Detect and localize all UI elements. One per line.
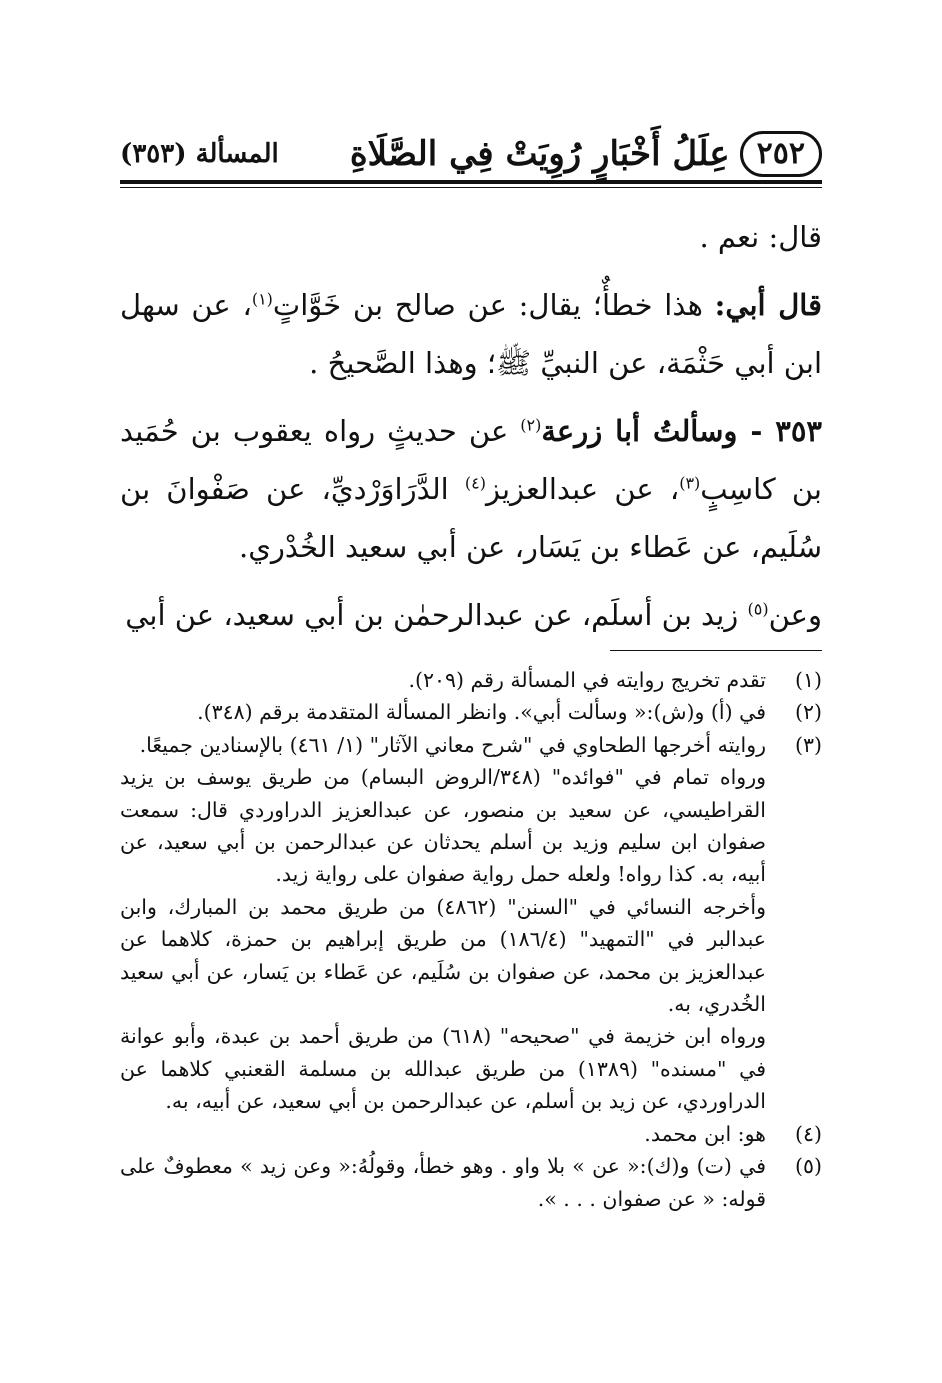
footnote-ref-2: (٢)	[520, 415, 542, 435]
footnote-3	[120, 729, 822, 1118]
header-rule-thick	[120, 180, 822, 184]
footnote-text: تقدم تخريج روايته في المسألة رقم (٢٠٩).	[408, 668, 766, 692]
footnote-text: في (أ) و(ش):« وسألت أبي». وانظر المسألة المتقدمة برقم (٣٤٨).	[197, 700, 766, 725]
footnote-number: (١)	[794, 668, 822, 692]
footnote-separator	[610, 650, 822, 651]
paragraph-1-text: قال: نعم .	[699, 220, 822, 254]
footnote-1	[120, 664, 822, 696]
footnote-number: (٥)	[794, 1154, 822, 1179]
book-title: عِلَلُ أَخْبَارٍ رُوِيَتْ فِي الصَّلَاةِ	[349, 134, 730, 174]
footnote-number: (٣)	[794, 732, 822, 757]
footnote-body	[120, 696, 766, 728]
footnote-text: ورواه تمام في "فوائده" (٣٤٨/الروض البسام) من طريق يوسف بن يزيد القراطيسي، عن سعيد بن منصور، عن عبدالعزيز الدراوردي قال: سمعت صفوان ابن سليم وزيد بن أسلم يحدثان عن عبدالرحمن بن أبي سعيد، عن أبيه، به. كذا رواه! ولعله حمل رواية صفوان على رواية زيد.	[120, 765, 767, 887]
footnote-body	[120, 664, 766, 696]
paragraph-2-text-b: ، عن سهل ابن أبي حَثْمَة، عن النبيِّ ﷺ؛ وهذا الصَّحيحُ .	[120, 288, 822, 380]
footnote-2	[120, 696, 822, 728]
paragraph-3-text-c: الدَّرَاوَرْديِّ، عن صَفْوانَ بن سُلَيم، عن عَطاء بن يَسَار، عن أبي سعيد الخُدْري.	[120, 472, 822, 564]
footnote-5	[120, 1150, 822, 1215]
footnote-body	[120, 1118, 766, 1150]
paragraph-2-lead: قال أبي:	[714, 288, 822, 322]
paragraph-2	[120, 276, 822, 392]
footnote-number: (٢)	[794, 700, 822, 725]
footnote-text: وأخرجه النسائي في "السنن" (٤٨٦٢) من طريق محمد بن المبارك، وابن عبدالبر في "التمهيد" (١٨٦/٤) من طريق إبراهيم بن حمزة، كلاهما عن عبدالعزيز بن محمد، عن صفوان بن سُلَيم، عن عَطاء بن يَسار، عن أبي سعيد الخُدري، به.	[120, 894, 766, 1017]
paragraph-4-text-b: زيد بن أسلَم، عن عبدالرحمٰن بن أبي سعيد، عن أبي	[125, 598, 748, 632]
footnote-text: روايته أخرجها الطحاوي في "شرح معاني الآثار" (١/ ٤٦١) بالإسنادين جميعًا.	[139, 732, 766, 757]
header-right	[350, 131, 822, 177]
footnote-ref-4: (٤)	[464, 473, 486, 493]
footnote-ref-3: (٣)	[679, 473, 701, 493]
footnote-ref-5: (٥)	[747, 599, 769, 619]
header-rule-thin	[120, 187, 822, 188]
footnote-text: في (ت) و(ك):« عن » بلا واو . وهو خطأ، وقولُهُ:« وعن زيد » معطوفٌ على قوله: « عن صفوان . . . ».	[120, 1154, 766, 1211]
footnotes	[120, 664, 822, 1215]
footnote-text: هو: ابن محمد.	[644, 1121, 766, 1146]
footnote-4	[120, 1118, 822, 1150]
footnote-number: (٤)	[794, 1121, 822, 1146]
footnote-body	[120, 729, 766, 1118]
footnote-ref-1: (١)	[251, 289, 273, 309]
paragraph-3	[120, 402, 822, 576]
footnote-text: ورواه ابن خزيمة في "صحيحه" (٦١٨) من طريق أحمد بن عبدة، وأبو عوانة في "مسنده" (١٣٨٩) من طريق عبدالله بن مسلمة القعنبي كلاهما عن الدراوردي، عن زيد بن أسلم، عن عبدالرحمن بن أبي سعيد، عن أبيه، به.	[120, 1024, 767, 1114]
section-label: المسألة (٣٥٣)	[120, 139, 279, 169]
paragraph-4-text-a: وعن	[768, 598, 822, 632]
paragraph-3-text-a: عن حديثٍ رواه يعقوب بن حُمَيد بن كاسِبٍ	[120, 414, 822, 506]
page-header	[120, 128, 822, 180]
paragraph-3-text-b: ، عن عبدالعزيز	[485, 472, 680, 506]
page-number: ٢٥٢	[740, 131, 822, 177]
footnote-body	[120, 1150, 766, 1215]
main-text	[120, 208, 822, 654]
paragraph-4	[120, 586, 822, 644]
paragraph-2-text-a: هذا خطأٌ؛ يقال: عن صالح بن خَوَّاتٍ	[272, 288, 715, 322]
paragraph-1	[120, 208, 822, 266]
question-353-lead: ٣٥٣ - وسألتُ أبا زرعة	[541, 414, 822, 448]
